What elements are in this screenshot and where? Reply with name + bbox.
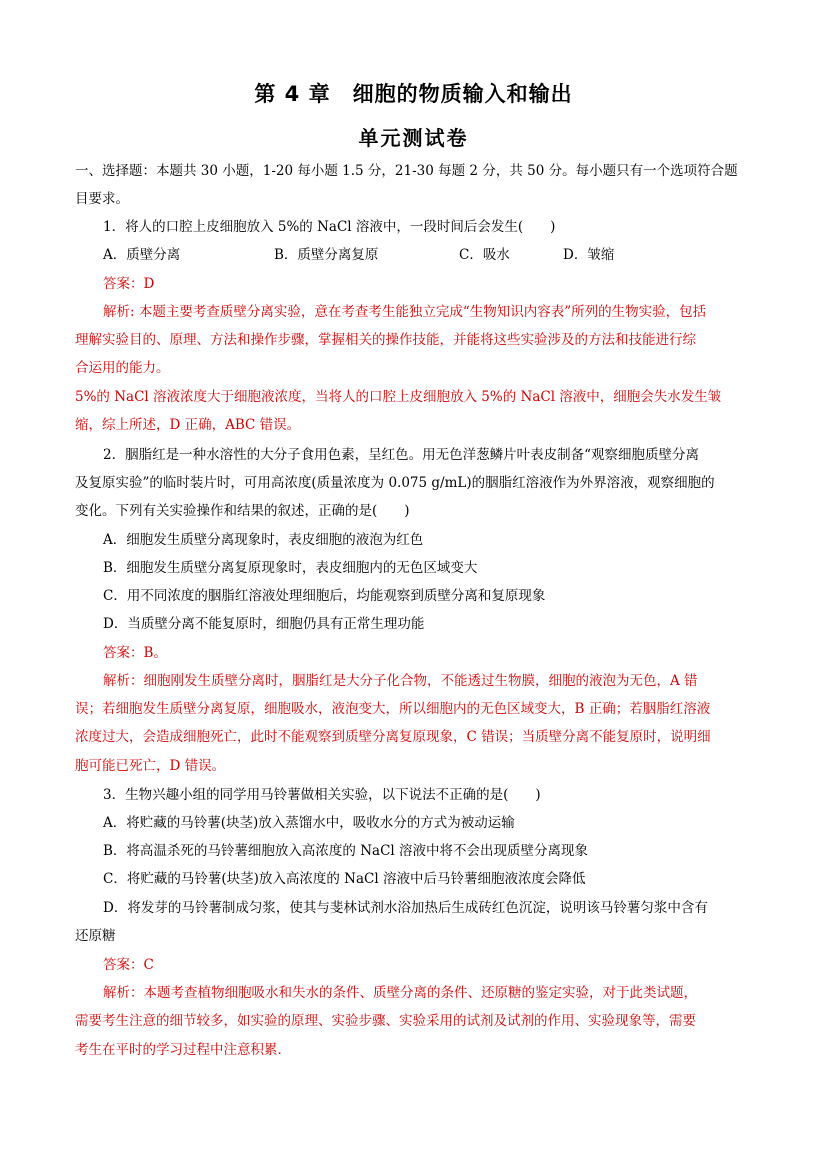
q1-analysis-line: 理解实验目的、原理、方法和操作步骤，掌握相关的操作技能，并能将这些实验涉及的方法和技能进行综 [75, 332, 696, 348]
q3-option-a: A．将贮藏的马铃薯(块茎)放入蒸馏水中，吸收水分的方式为被动运输 [103, 815, 515, 831]
q1-option-d: D．皱缩 [563, 247, 615, 263]
q2-option-d: D．当质壁分离不能复原时，细胞仍具有正常生理功能 [103, 616, 425, 632]
q1-option-c: C．吸水 [459, 247, 510, 263]
chapter-title: 第 4 章 细胞的物质输入和输出 [254, 82, 573, 106]
q3-stem: 3．生物兴趣小组的同学用马铃薯做相关实验，以下说法不正确的是( ) [103, 787, 541, 803]
test-subtitle: 单元测试卷 [358, 126, 469, 150]
q1-stem: 1．将人的口腔上皮细胞放入 5%的 NaCl 溶液中，一段时间后会发生( ) [103, 219, 556, 235]
q2-option-c: C．用不同浓度的胭脂红溶液处理细胞后，均能观察到质壁分离和复原现象 [103, 588, 546, 604]
q1-option-b: B．质壁分离复原 [274, 247, 379, 263]
q2-option-b: B．细胞发生质壁分离复原现象时，表皮细胞内的无色区域变大 [103, 560, 478, 576]
q1-analysis-line: 合运用的能力。 [75, 360, 170, 376]
q3-option-c: C．将贮藏的马铃薯(块茎)放入高浓度的 NaCl 溶液中后马铃薯细胞液浓度会降低 [103, 871, 586, 887]
q3-analysis-line: 需要考生注意的细节较多，如实验的原理、实验步骤、实验采用的试剂及试剂的作用、实验现象等，需要 [75, 1013, 696, 1029]
q3-option-b: B．将高温杀死的马铃薯细胞放入高浓度的 NaCl 溶液中将不会出现质壁分离现象 [103, 843, 589, 859]
q1-option-a: A．质壁分离 [103, 247, 181, 263]
q3-analysis-line: 考生在平时的学习过程中注意积累． [75, 1042, 291, 1058]
q2-stem-line: 及复原实验”的临时装片时，可用高浓度(质量浓度为 0.075 g/mL)的胭脂红溶液作为外界溶液，观察细胞的 [75, 475, 715, 491]
q3-analysis-line: 解析：本题考查植物细胞吸水和失水的条件、质壁分离的条件、还原糖的鉴定实验，对于此类试题， [103, 985, 697, 1001]
q2-answer: 答案：B。 [103, 645, 167, 661]
q1-analysis-line: 5%的 NaCl 溶液浓度大于细胞液浓度，当将人的口腔上皮细胞放入 5%的 NaCl 溶液中，细胞会失水发生皱 [75, 389, 722, 405]
q3-option-d-continued: 还原糖 [75, 928, 116, 944]
q2-stem-line: 变化。下列有关实验操作和结果的叙述，正确的是( ) [75, 503, 410, 519]
q2-stem-line: 2．胭脂红是一种水溶性的大分子食用色素，呈红色。用无色洋葱鳞片叶表皮制备“观察细胞质壁分离 [103, 447, 699, 463]
q1-options [0, 245, 827, 265]
q1-analysis-line: 缩，综上所述，D 正确，ABC 错误。 [75, 417, 301, 433]
section-instructions-line-2: 目要求。 [75, 191, 129, 207]
q1-answer: 答案：D [103, 276, 155, 292]
q2-analysis-line: 解析：细胞刚发生质壁分离时，胭脂红是大分子化合物，不能透过生物膜，细胞的液泡为无色，A 错 [103, 673, 698, 689]
q3-answer: 答案：C [103, 957, 154, 973]
q2-analysis-line: 误；若细胞发生质壁分离复原，细胞吸水，液泡变大，所以细胞内的无色区域变大，B 正确；若胭脂红溶液 [75, 701, 711, 717]
q2-analysis-line: 胞可能已死亡，D 错误。 [75, 758, 226, 774]
q2-option-a: A．细胞发生质壁分离现象时，表皮细胞的液泡为红色 [103, 532, 424, 548]
q1-analysis-line: 解析: 本题主要考查质壁分离实验，意在考查考生能独立完成“生物知识内容表”所列的生物实验，包括 [103, 304, 707, 320]
section-instructions-line-1: 一、选择题：本题共 30 小题，1-20 每小题 1.5 分，21-30 每题 2 分，共 50 分。每小题只有一个选项符合题 [75, 163, 738, 179]
q2-analysis-line: 浓度过大，会造成细胞死亡，此时不能观察到质壁分离复原现象，C 错误；当质壁分离不能复原时，说明细 [75, 729, 711, 745]
q3-option-d: D．将发芽的马铃薯制成匀浆，使其与斐林试剂水浴加热后生成砖红色沉淀，说明该马铃薯匀浆中含有 [103, 900, 708, 916]
